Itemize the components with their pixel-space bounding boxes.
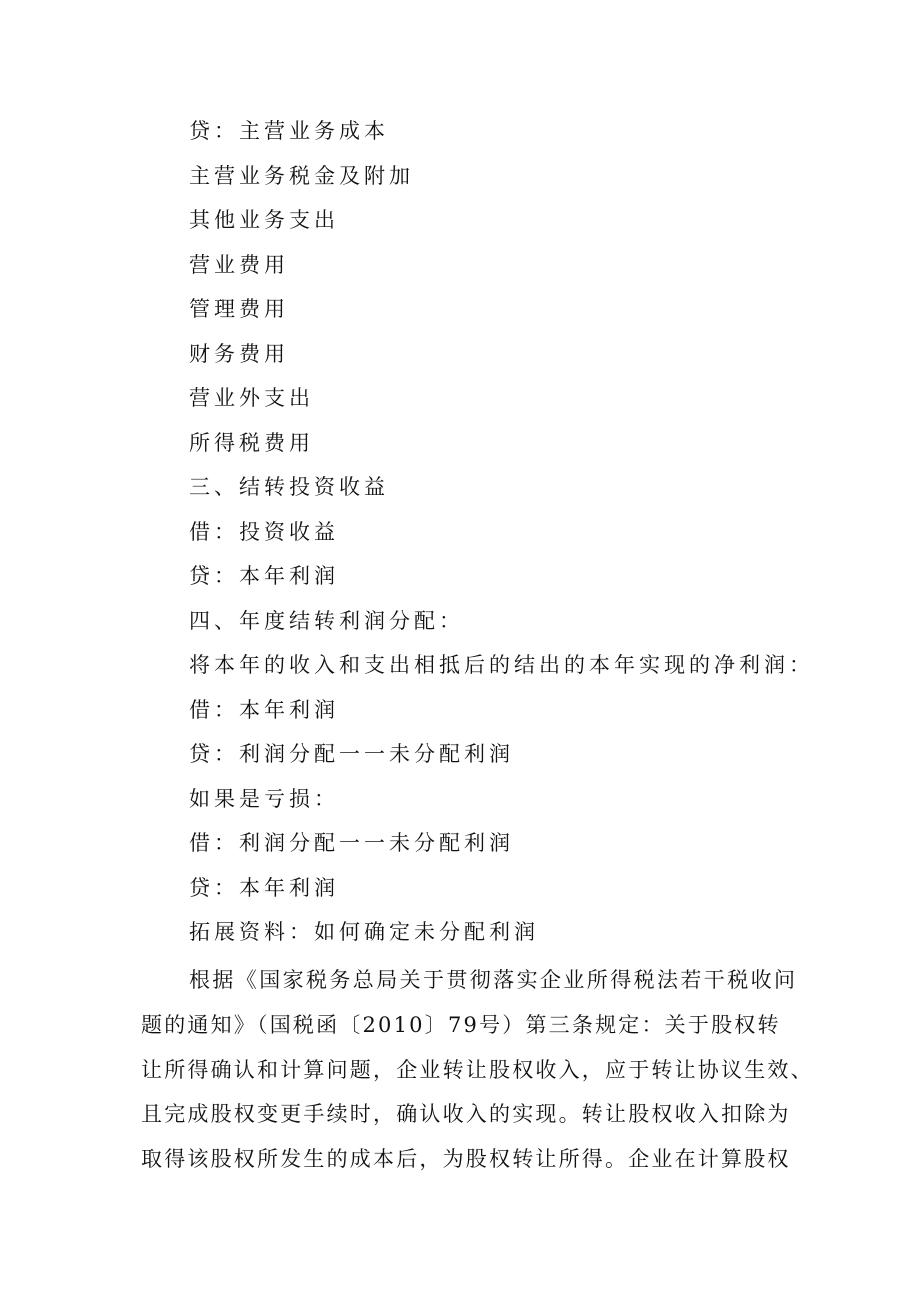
paragraph-line: 题的通知》（国税函〔2010〕79号）第三条规定：关于股权转: [141, 1012, 781, 1037]
paragraph-line: 取得该股权所发生的成本后，为股权转让所得。企业在计算股权: [141, 1147, 791, 1172]
paragraph-line: 根据《国家税务总局关于贯彻落实企业所得税法若干税收问: [189, 968, 798, 992]
heading-extended-material: 拓展资料：如何确定未分配利润: [189, 920, 539, 944]
line-debit-profit: 借：本年利润: [189, 698, 339, 722]
heading-investment-income: 三、结转投资收益: [189, 475, 389, 499]
line-operating-expenses: 营业费用: [189, 253, 289, 277]
line-finance-expenses: 财务费用: [189, 342, 289, 366]
line-other-expenses: 其他业务支出: [189, 208, 339, 232]
paragraph-line: 让所得确认和计算问题，企业转让股权收入，应于转让协议生效、: [141, 1057, 814, 1082]
body-paragraph: [141, 958, 814, 1182]
line-nonoperating-expenses: 营业外支出: [189, 386, 314, 410]
line-credit-undistributed: 贷：利润分配一一未分配利润: [189, 742, 514, 766]
line-debit-investment: 借：投资收益: [189, 520, 339, 544]
line-credit-profit: 贷：本年利润: [189, 564, 339, 588]
line-credit-profit-2: 贷：本年利润: [189, 876, 339, 900]
line-admin-expenses: 管理费用: [189, 297, 289, 321]
heading-profit-distribution: 四、年度结转利润分配：: [189, 609, 464, 633]
line-if-loss: 如果是亏损：: [189, 787, 339, 811]
line-debit-undistributed: 借：利润分配一一未分配利润: [189, 831, 514, 855]
paragraph-line: 且完成股权变更手续时，确认收入的实现。转让股权收入扣除为: [141, 1102, 791, 1127]
line-net-profit-note: 将本年的收入和支出相抵后的结出的本年实现的净利润：: [189, 653, 814, 677]
line-credit-main-cost: 贷：主营业务成本: [189, 119, 389, 143]
line-income-tax: 所得税费用: [189, 431, 314, 455]
line-main-tax: 主营业务税金及附加: [189, 164, 414, 188]
